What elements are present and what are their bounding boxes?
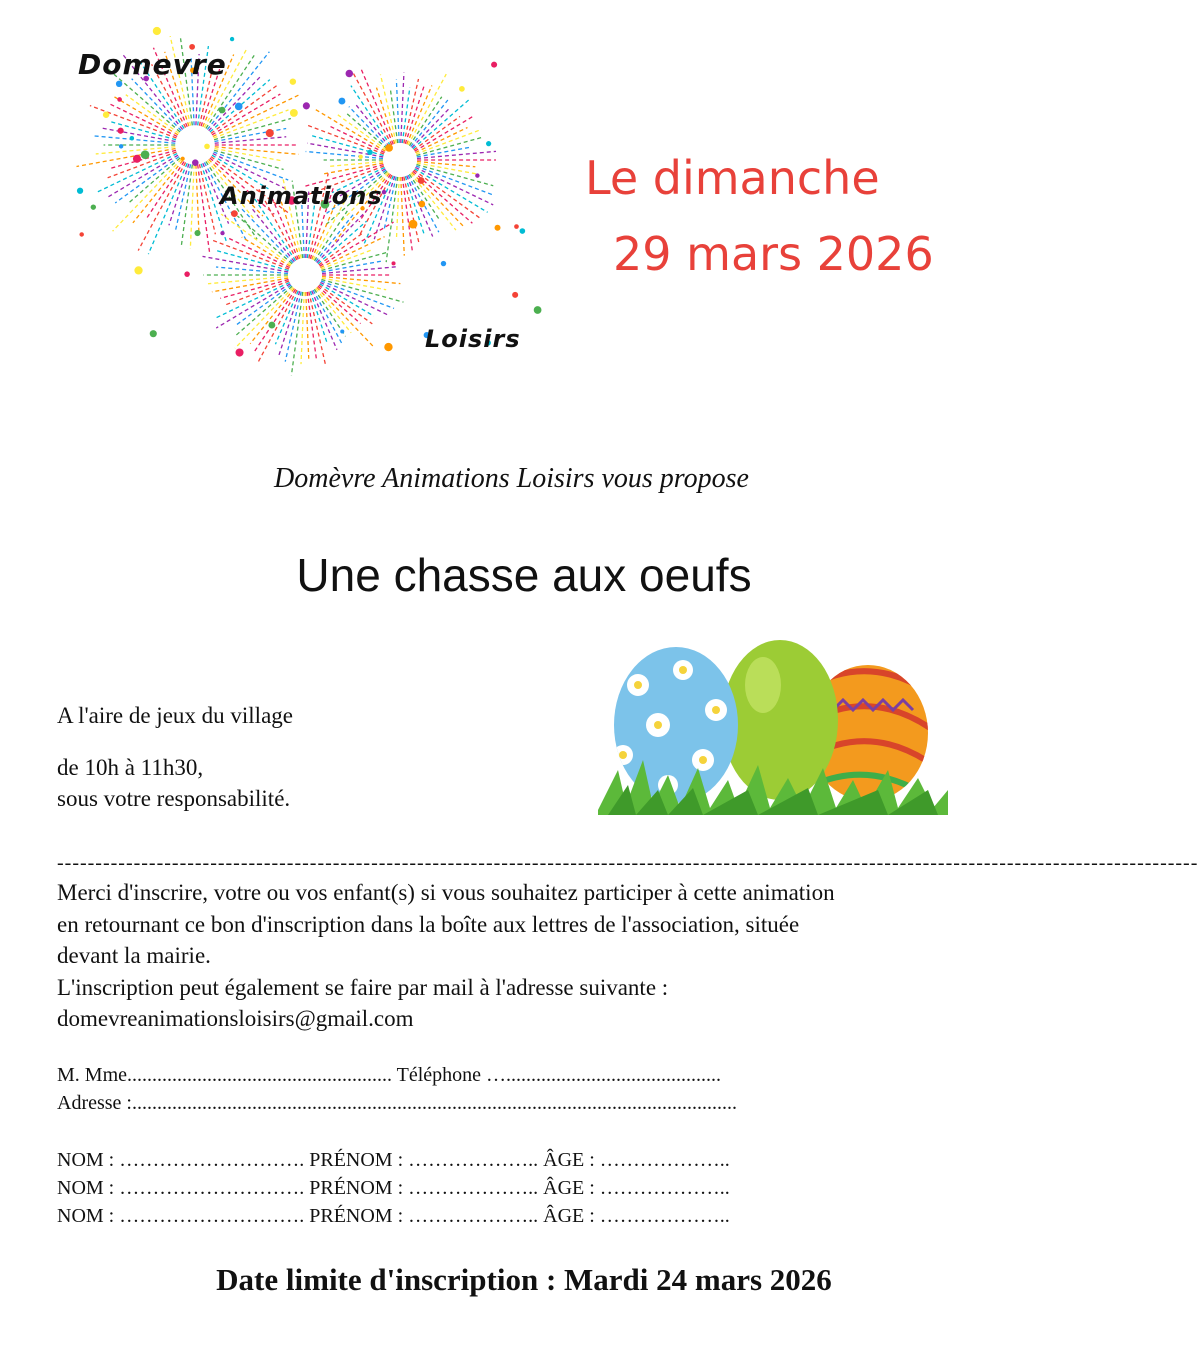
event-responsibility: sous votre responsabilité. [57, 786, 291, 811]
event-time: de 10h à 11h30, [57, 755, 204, 780]
logo-word-loisirs: Loisirs [425, 325, 521, 353]
subtitle: Domèvre Animations Loisirs vous propose [274, 463, 749, 494]
name-phone-field[interactable]: M. Mme..................................................... Téléphone …........................................... [57, 1064, 722, 1086]
event-date-line1: Le dimanche [585, 151, 880, 205]
event-place: A l'aire de jeux du village [57, 703, 293, 728]
page-title: Une chasse aux oeufs [296, 549, 752, 601]
address-field[interactable]: Adresse :......................................................................................................................... [57, 1092, 737, 1114]
event-date-line2: 29 mars 2026 [613, 227, 934, 281]
registration-line: L'inscription peut également se faire par mail à l'adresse suivante : [57, 974, 669, 1000]
logo-word-domevre: Domevre [78, 48, 227, 81]
registration-deadline: Date limite d'inscription : Mardi 24 mars 2026 [216, 1262, 832, 1297]
registration-text [57, 877, 997, 1035]
contact-email: domevreanimationsloisirs@gmail.com [57, 1006, 414, 1031]
registration-line: Merci d'inscrire, votre ou vos enfant(s) si vous souhaitez participer à cette animation [57, 880, 835, 905]
registration-line: en retournant ce bon d'inscription dans la boîte aux lettres de l'association, située [57, 911, 800, 937]
association-logo [60, 20, 560, 380]
registration-line: devant la mairie. [57, 943, 211, 968]
child-row[interactable]: NOM : ………………………. PRÉNOM : ……………….. ÂGE : ……………….. [57, 1149, 730, 1171]
child-row[interactable]: NOM : ………………………. PRÉNOM : ……………….. ÂGE : ……………….. [57, 1177, 730, 1199]
logo-word-animations: Animations [220, 182, 383, 210]
child-row[interactable]: NOM : ………………………. PRÉNOM : ……………….. ÂGE : ……………….. [57, 1205, 730, 1227]
easter-eggs-icon [598, 640, 948, 815]
event-date [585, 140, 934, 292]
cut-separator: ----------------------------------------------------------------------------------------------------------------------------------------------------- [57, 852, 1198, 874]
